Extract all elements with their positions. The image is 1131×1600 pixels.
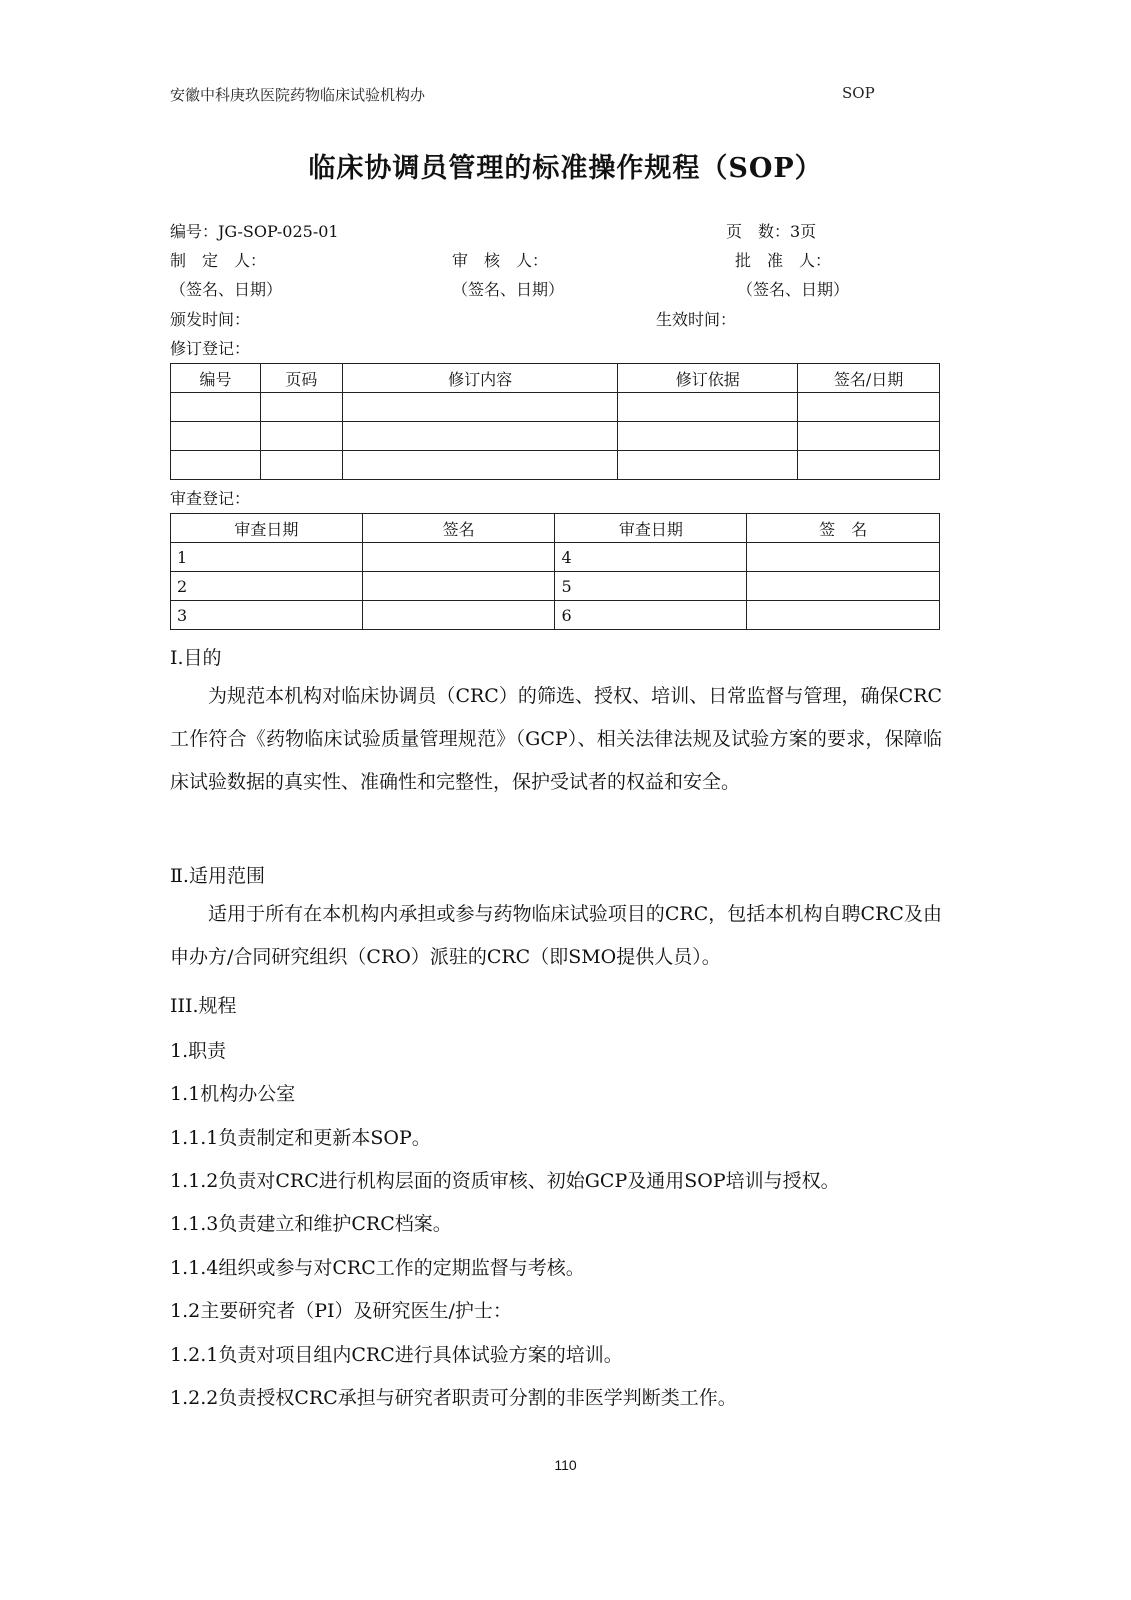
- column-header: 签 名: [747, 514, 940, 543]
- issue-time-label: 颁发时间：: [170, 310, 251, 329]
- procedure-item: 1.2.1负责对项目组内CRC进行具体试验方案的培训。: [170, 1344, 623, 1366]
- section-heading-procedure: III.规程: [170, 995, 237, 1017]
- reviewer-sign-date: （签名、日期）: [452, 280, 565, 299]
- procedure-item: 1.1.3负责建立和维护CRC档案。: [170, 1213, 452, 1235]
- table-cell: [342, 393, 618, 422]
- page-number: 110: [554, 1457, 577, 1473]
- section-body-purpose: 为规范本机构对临床协调员（CRC）的筛选、授权、培训、日常监督与管理，确保CRC工作符合《药物临床试验质量管理规范》（GCP）、相关法律法规及试验方案的要求，保障临床试验数据的真实性、准确性和完整性，保护受试者的权益和安全。: [170, 685, 942, 793]
- table-cell: [342, 451, 618, 480]
- section-heading-scope: Ⅱ.适用范围: [170, 865, 265, 887]
- review-table: [170, 513, 940, 630]
- drafter-sign-date: （签名、日期）: [170, 280, 283, 299]
- table-cell: [618, 422, 798, 451]
- table-cell: [747, 572, 940, 601]
- table-row: [171, 422, 940, 451]
- approver-sign-date: （签名、日期）: [737, 280, 850, 299]
- reviewer-label: 审 核 人：: [452, 251, 549, 270]
- procedure-item: 1.1.4组织或参与对CRC工作的定期监督与考核。: [170, 1257, 585, 1279]
- table-cell: [362, 543, 555, 572]
- procedure-item: 1.2.2负责授权CRC承担与研究者职责可分割的非医学判断类工作。: [170, 1387, 737, 1409]
- table-cell: 1: [171, 543, 363, 572]
- column-header: 修订依据: [618, 364, 798, 393]
- table-cell: [798, 451, 940, 480]
- table-cell: [171, 393, 261, 422]
- table-cell: [171, 451, 261, 480]
- table-cell: [618, 451, 798, 480]
- column-header: 审查日期: [171, 514, 363, 543]
- revision-table-header: [171, 364, 940, 393]
- table-cell: [260, 422, 342, 451]
- section-heading-purpose: Ⅰ.目的: [170, 647, 222, 669]
- procedure-item: 1.职责: [170, 1040, 227, 1062]
- table-cell: [747, 601, 940, 630]
- procedure-item: 1.1.1负责制定和更新本SOP。: [170, 1127, 431, 1149]
- table-cell: [342, 422, 618, 451]
- column-header: 审查日期: [555, 514, 747, 543]
- column-header: 签名/日期: [798, 364, 940, 393]
- table-cell: [798, 422, 940, 451]
- procedure-item: 1.1机构办公室: [170, 1083, 296, 1105]
- column-header: 页码: [260, 364, 342, 393]
- column-header: 修订内容: [342, 364, 618, 393]
- table-cell: 2: [171, 572, 363, 601]
- column-header: 签名: [362, 514, 555, 543]
- table-cell: 4: [555, 543, 747, 572]
- table-cell: [362, 601, 555, 630]
- table-cell: [362, 572, 555, 601]
- procedure-item: 1.2主要研究者（PI）及研究医生/护士：: [170, 1300, 512, 1322]
- table-cell: [260, 393, 342, 422]
- revision-log-label: 修订登记：: [170, 339, 251, 358]
- header-institution: 安徽中科庚玖医院药物临床试验机构办: [170, 86, 426, 104]
- table-cell: 5: [555, 572, 747, 601]
- drafter-label: 制 定 人：: [170, 251, 267, 270]
- review-log-label: 审查登记：: [170, 489, 251, 508]
- revision-table: [170, 363, 940, 480]
- table-cell: [171, 422, 261, 451]
- table-cell: [618, 393, 798, 422]
- table-row: [171, 572, 940, 601]
- column-header: 编号: [171, 364, 261, 393]
- section-body-scope: 适用于所有在本机构内承担或参与药物临床试验项目的CRC，包括本机构自聘CRC及由申办方/合同研究组织（CRO）派驻的CRC（即SMO提供人员）。: [170, 903, 942, 968]
- table-row: [171, 393, 940, 422]
- page-count: 页 数：3页: [726, 222, 817, 241]
- table-cell: 3: [171, 601, 363, 630]
- table-cell: 6: [555, 601, 747, 630]
- table-row: [171, 451, 940, 480]
- document-title: 临床协调员管理的标准操作规程（SOP）: [308, 153, 823, 184]
- procedure-item: 1.1.2负责对CRC进行机构层面的资质审核、初始GCP及通用SOP培训与授权。: [170, 1170, 840, 1192]
- review-table-header: [171, 514, 940, 543]
- effective-time-label: 生效时间：: [656, 310, 737, 329]
- table-cell: [747, 543, 940, 572]
- table-cell: [260, 451, 342, 480]
- table-row: [171, 601, 940, 630]
- header-doc-type: SOP: [842, 84, 875, 102]
- document-code: 编号：JG-SOP-025-01: [170, 222, 339, 241]
- table-cell: [798, 393, 940, 422]
- table-row: [171, 543, 940, 572]
- approver-label: 批 准 人：: [735, 251, 832, 270]
